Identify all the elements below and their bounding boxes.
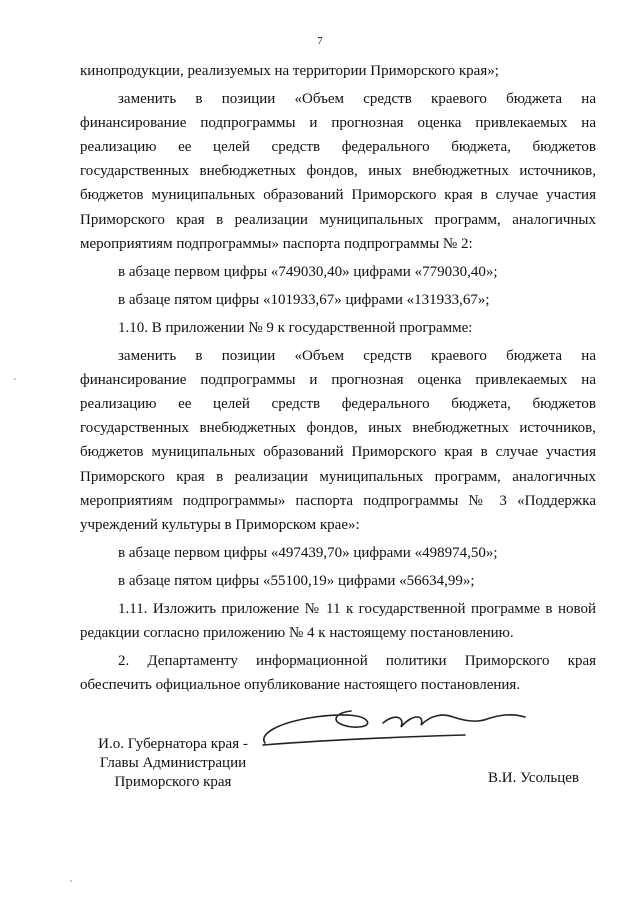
- paragraph: заменить в позиции «Объем средств краевого бюджета на финансирование подпрограммы и прогнозная оценка привлекаемых на реализацию ее целей средств федерального бюджета, бюджетов государственных внебюджетных фондов, иных внебюджетных источников, бюджетов муниципальных образований Приморского края в случае участия Приморского края в реализации муниципальных программ, аналогичных мероприятиям подпрограммы» паспорта подпрограммы № 3 «Поддержка учреждений культуры в Приморском крае»:: [80, 348, 596, 533]
- paragraph: в абзаце первом цифры «749030,40» цифрами «779030,40»;: [118, 263, 498, 280]
- scan-speck: [14, 378, 16, 380]
- signatory-name: В.И. Усольцев: [488, 770, 579, 786]
- scan-speck: [70, 880, 72, 882]
- position-line: Главы Администрации: [99, 755, 247, 771]
- paragraph: заменить в позиции «Объем средств краевого бюджета на финансирование подпрограммы и прогнозная оценка привлекаемых на реализацию ее целей средств федерального бюджета, бюджетов государственных внебюджетных фондов, иных внебюджетных источников, бюджетов муниципальных образований Приморского края в случае участия Приморского края в реализации муниципальных программ, аналогичных мероприятиям подпрограммы» паспорта подпрограммы № 2:: [80, 91, 596, 252]
- handwritten-signature: [255, 695, 535, 755]
- page-number: 7: [317, 35, 323, 47]
- signatory-position: [83, 735, 263, 792]
- paragraph: в абзаце пятом цифры «101933,67» цифрами «131933,67»;: [118, 291, 490, 308]
- paragraph: в абзаце пятом цифры «55100,19» цифрами «56634,99»;: [118, 572, 475, 589]
- position-line: Приморского края: [114, 774, 232, 790]
- paragraph: 2. Департаменту информационной политики Приморского края обеспечить официальное опубликование настоящего постановления.: [80, 653, 596, 694]
- position-line: И.о. Губернатора края -: [98, 736, 248, 752]
- document-body: [80, 59, 596, 697]
- paragraph: 1.11. Изложить приложение № 11 к государственной программе в новой редакции согласно приложению № 4 к настоящему постановлению.: [80, 600, 596, 642]
- paragraph: кинопродукции, реализуемых на территории Приморского края»;: [80, 63, 499, 79]
- paragraph: в абзаце первом цифры «497439,70» цифрами «498974,50»;: [118, 544, 498, 561]
- paragraph: 1.10. В приложении № 9 к государственной программе:: [118, 319, 473, 336]
